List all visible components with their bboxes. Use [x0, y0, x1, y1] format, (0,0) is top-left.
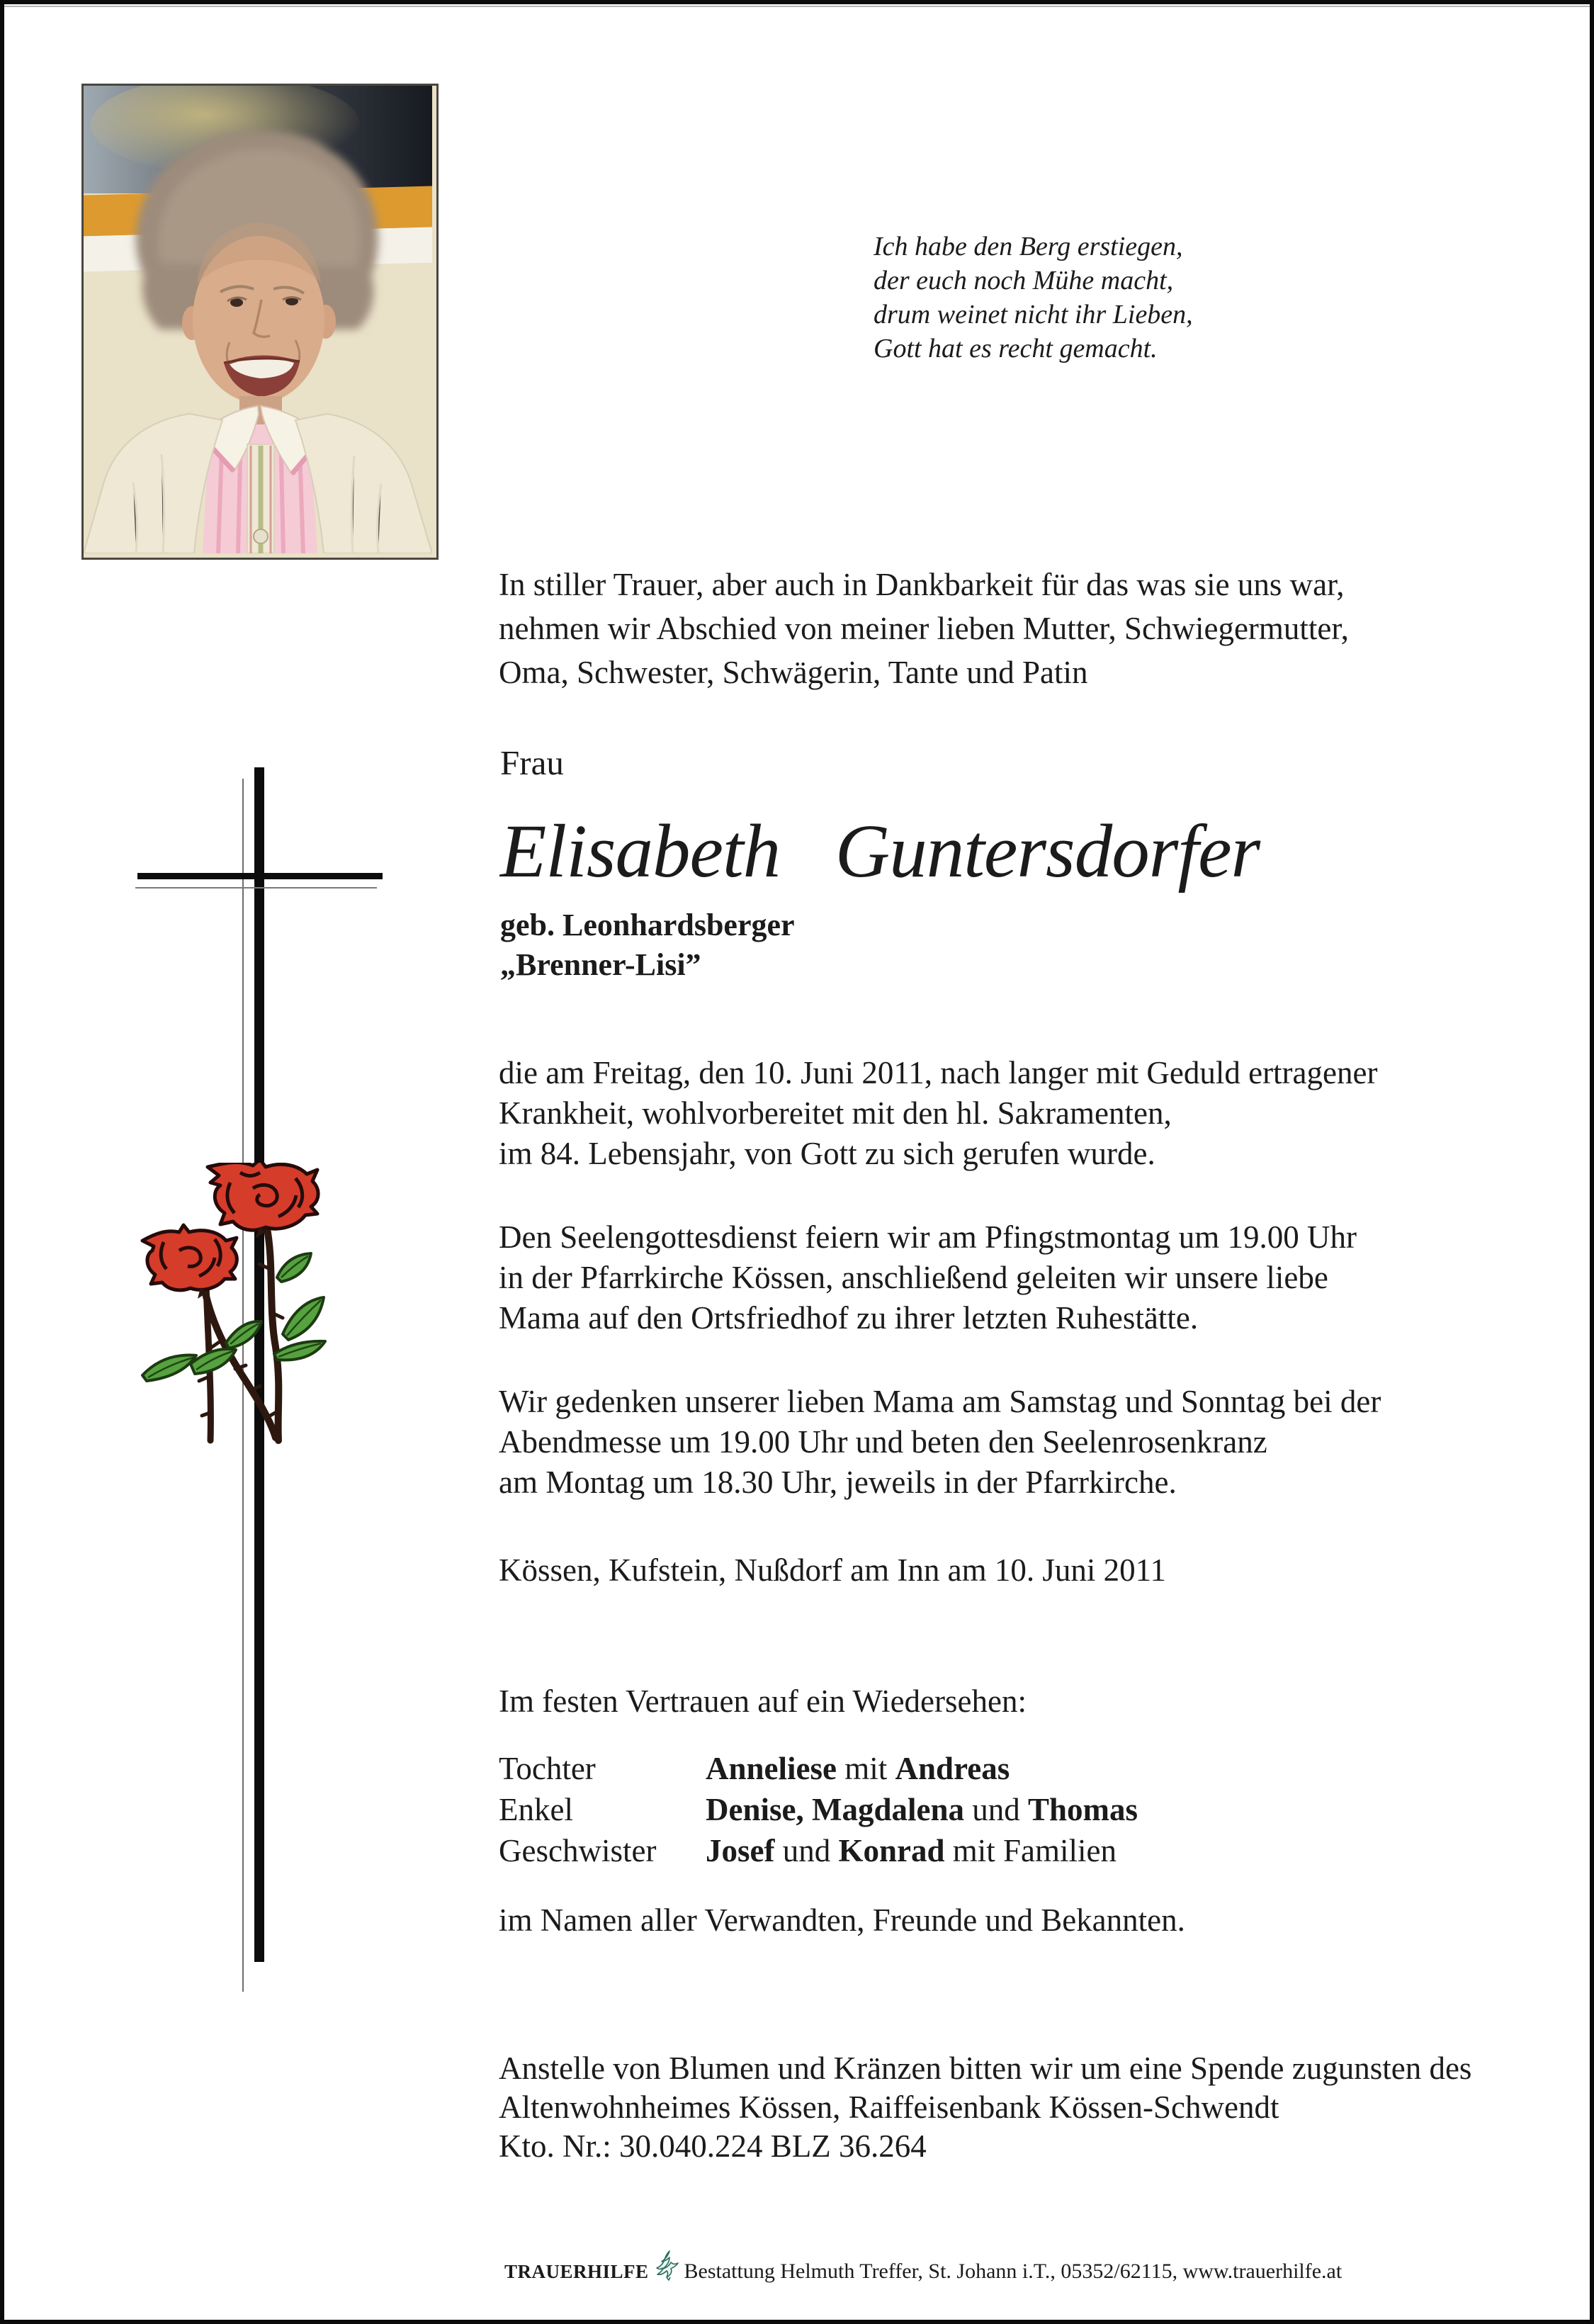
cross-horizontal-thin-line [135, 887, 377, 889]
death-notice-line: Krankheit, wohlvorbereitet mit den hl. Sakramenten, [499, 1095, 1172, 1131]
death-notice-line: die am Freitag, den 10. Juni 2011, nach langer mit Geduld ertragener [499, 1055, 1378, 1090]
family-role: Enkel [499, 1792, 573, 1827]
memorial-line: Wir gedenken unserer lieben Mama am Samstag und Sonntag bei der [499, 1384, 1381, 1419]
family-row [499, 1748, 1138, 1789]
poem-line: der euch noch Mühe macht, [874, 266, 1174, 295]
family-names: Anneliese mit Andreas [706, 1751, 1010, 1786]
frame-inner-line [4, 6, 1590, 7]
salutation: Frau [500, 743, 564, 782]
donation-paragraph [499, 2049, 1471, 2166]
memorial-paragraph [499, 1382, 1381, 1503]
memorial-line: Abendmesse um 19.00 Uhr und beten den Seelenrosenkranz [499, 1424, 1267, 1460]
service-line: in der Pfarrkirche Kössen, anschließend geleiten wir unsere liebe [499, 1260, 1328, 1295]
family-role: Geschwister [499, 1833, 657, 1868]
nickname: „Brenner-Lisi” [500, 947, 701, 982]
family-row [499, 1789, 1138, 1830]
deceased-name: Elisabeth Guntersdorfer [500, 810, 1260, 893]
maiden-name: geb. Leonhardsberger [500, 908, 795, 942]
deceased-subnames [500, 906, 795, 985]
poem-line: Gott hat es recht gemacht. [874, 334, 1158, 363]
service-paragraph [499, 1217, 1357, 1338]
poem-line: drum weinet nicht ihr Lieben, [874, 300, 1193, 329]
poem [874, 230, 1193, 366]
footer [504, 2249, 1342, 2285]
dateline: Kössen, Kufstein, Nußdorf am Inn am 10. Juni 2011 [499, 1552, 1166, 1588]
family-list [499, 1748, 1138, 1871]
portrait-illustration [84, 86, 432, 553]
intro-line: Oma, Schwester, Schwägerin, Tante und Patin [499, 655, 1088, 690]
family-role: Tochter [499, 1751, 596, 1786]
funeral-home-info: Bestattung Helmuth Treffer, St. Johann i.T., 05352/62115, www.trauerhilfe.at [684, 2260, 1343, 2283]
service-line: Den Seelengottesdienst feiern wir am Pfingstmontag um 19.00 Uhr [499, 1219, 1357, 1255]
family-names: Denise, Magdalena und Thomas [706, 1792, 1138, 1827]
roses-illustration [135, 1163, 330, 1450]
death-notice-paragraph [499, 1053, 1377, 1174]
intro-paragraph [499, 563, 1349, 694]
service-line: Mama auf den Ortsfriedhof zu ihrer letzten Ruhestätte. [499, 1300, 1199, 1336]
funeral-brand: TRAUERHILFE [504, 2261, 649, 2282]
death-notice-line: im 84. Lebensjahr, von Gott zu sich gerufen wurde. [499, 1136, 1155, 1171]
dove-icon [656, 2249, 680, 2285]
trust-line: Im festen Vertrauen auf ein Wiedersehen: [499, 1683, 1027, 1719]
poem-line: Ich habe den Berg erstiegen, [874, 232, 1183, 261]
donation-line: Anstelle von Blumen und Kränzen bitten wir um eine Spende zugunsten des [499, 2051, 1472, 2086]
family-row [499, 1830, 1138, 1871]
donation-line: Altenwohnheimes Kössen, Raiffeisenbank Kössen-Schwendt [499, 2089, 1279, 2125]
memorial-line: am Montag um 18.30 Uhr, jeweils in der Pfarrkirche. [499, 1465, 1177, 1500]
closing-line: im Namen aller Verwandten, Freunde und Bekannten. [499, 1902, 1185, 1938]
intro-line: In stiller Trauer, aber auch in Dankbarkeit für das was sie uns war, [499, 567, 1345, 602]
family-names: Josef und Konrad mit Familien [706, 1833, 1117, 1868]
donation-line: Kto. Nr.: 30.040.224 BLZ 36.264 [499, 2128, 927, 2164]
portrait-photo [81, 84, 439, 560]
intro-line: nehmen wir Abschied von meiner lieben Mutter, Schwiegermutter, [499, 611, 1349, 646]
cross-horizontal-bar [137, 873, 383, 879]
